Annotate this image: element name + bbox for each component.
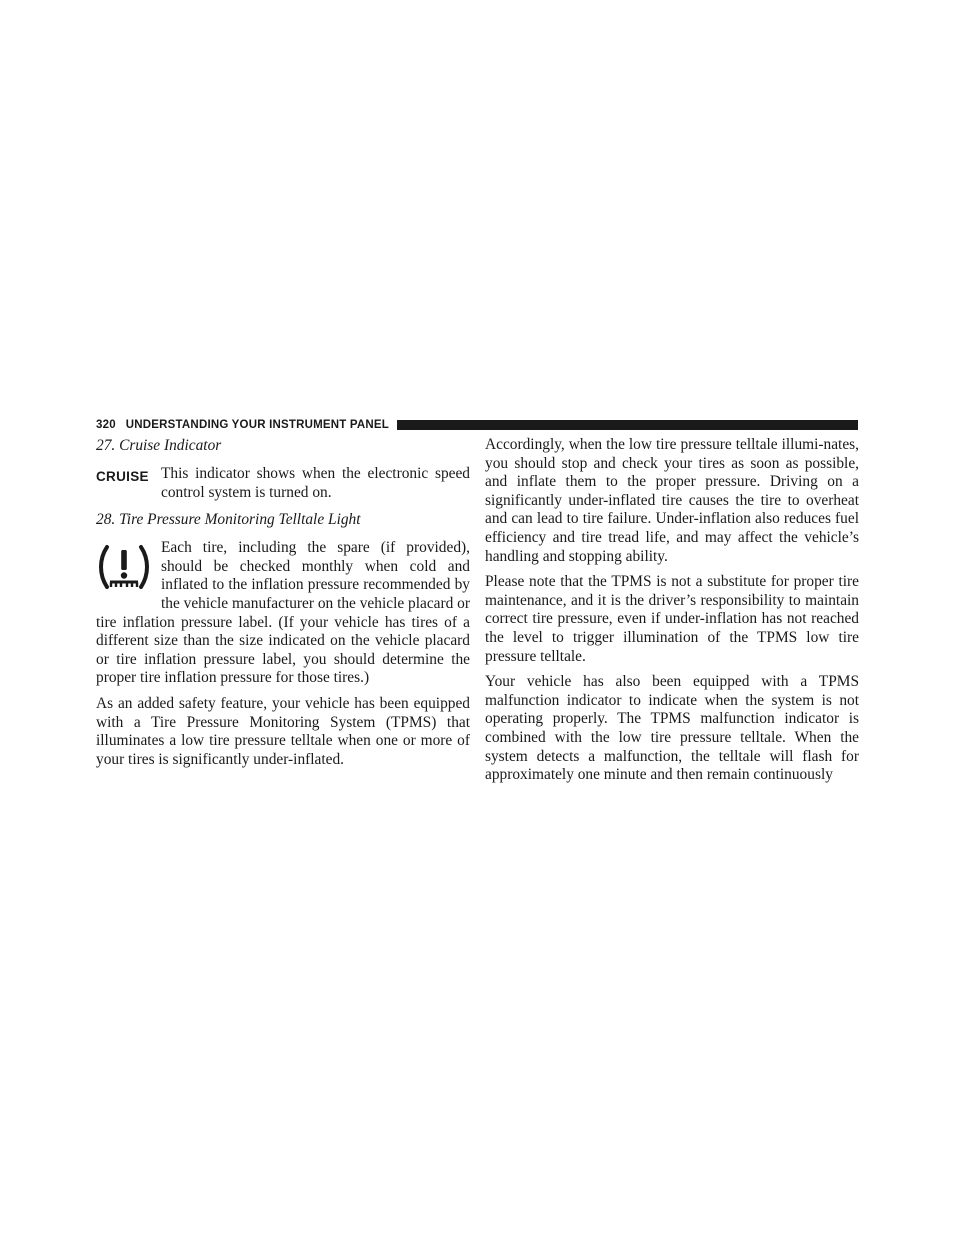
- page-number: 320: [96, 419, 116, 431]
- cruise-indicator-block: [96, 465, 470, 502]
- section-title: UNDERSTANDING YOUR INSTRUMENT PANEL: [125, 419, 389, 431]
- tpms-safety-paragraph: As an added safety feature, your vehicle has been equipped with a Tire Pressure Monitoring System (TPMS) that illuminates a low tire pressure telltale when one or more of your tires is significantly under-inflated.: [96, 694, 470, 768]
- right-paragraph-1: Accordingly, when the low tire pressure telltale illumi-nates, you should stop and check your tires as soon as possible, and inflate them to the proper pressure. Driving on a significantly under-inflated tire causes the tire to overheat and can lead to tire failure. Under-inflation also reduces fuel efficiency and tire tread life, and may affect the vehicle’s handling and stopping ability.: [485, 436, 859, 565]
- right-paragraph-3: Your vehicle has also been equipped with a TPMS malfunction indicator to indicate when the system is not operating properly. The TPMS malfunction indicator is combined with the low tire pressure telltale. When the system detects a malfunction, the telltale will flash for approximately one minute and then remain continuously: [485, 673, 859, 784]
- cruise-indicator-icon: [96, 465, 152, 487]
- right-paragraph-2: Please note that the TPMS is not a substitute for proper tire maintenance, and it is the driver’s responsibility to maintain correct tire pressure, even if under-inflation has not reached the level to trigger illumination of the TPMS low tire pressure telltale.: [485, 573, 859, 665]
- header-rule-bar: [397, 420, 858, 430]
- cruise-icon-label: CRUISE: [96, 469, 149, 484]
- right-column: [485, 436, 859, 792]
- page-header: [96, 417, 858, 433]
- item-28-heading: 28. Tire Pressure Monitoring Telltale Light: [96, 511, 361, 529]
- tpms-telltale-icon: [96, 539, 152, 601]
- tpms-telltale-text: Each tire, including the spare (if provided), should be checked monthly when cold and inflated to the inflation pressure recommended by the vehicle manufacturer on the vehicle placard or tire inflation pressure label. (If your vehicle has tires of a different size than the size indicated on the vehicle placard or tire inflation pressure label, you should determine the proper tire inflation pressure for those tires.): [96, 539, 470, 687]
- tpms-telltale-paragraph: [96, 539, 470, 688]
- left-column: [96, 436, 470, 776]
- cruise-indicator-text: This indicator shows when the electronic speed control system is turned on.: [161, 465, 470, 501]
- item-27-heading: 27. Cruise Indicator: [96, 437, 222, 454]
